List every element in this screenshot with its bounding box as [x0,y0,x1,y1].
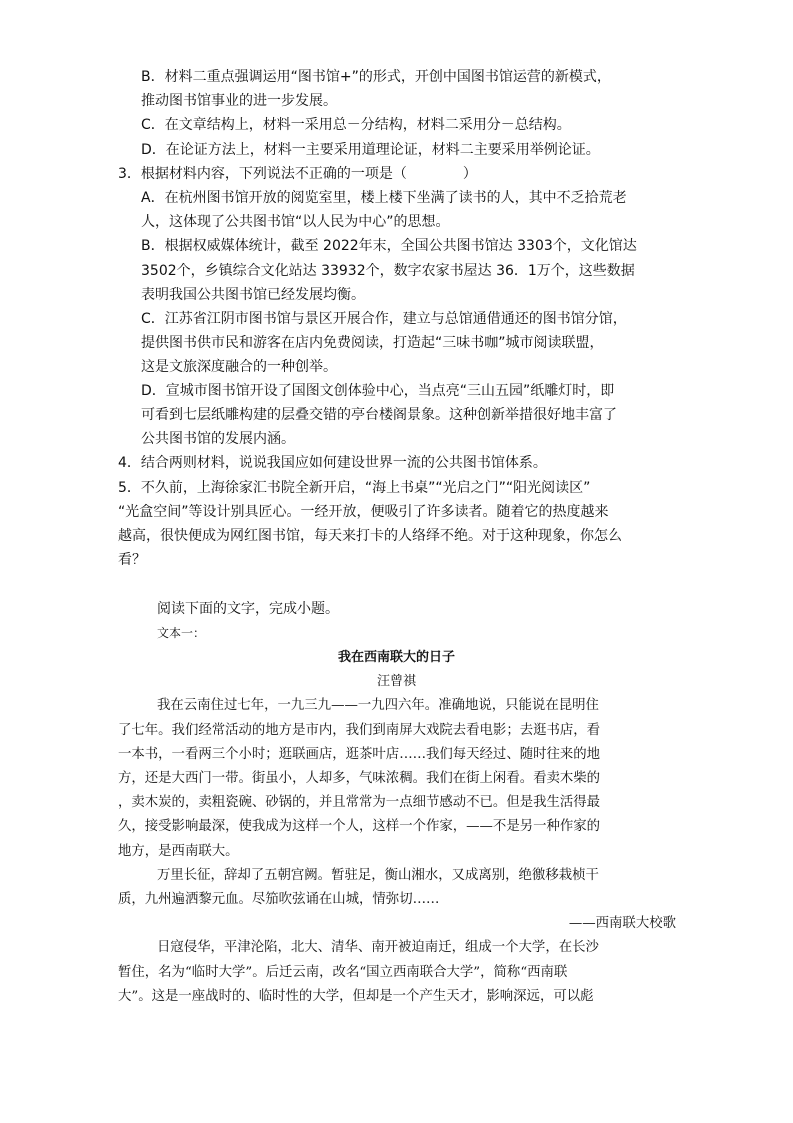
q3-option-b-line3: 表明我国公共图书馆已经发展均衡。 [141,287,365,303]
q4-text: 4．结合两则材料，说说我国应如何建设世界一流的公共图书馆体系。 [118,455,547,471]
p1-line4: 方，还是大西门一带。街虽小，人却多，气味浓稠。我们在街上闲看。看卖木柴的 [118,771,601,786]
p2-line1: 日寇侵华，平津沦陷，北大、清华、南开被迫南迁，组成一个大学，在长沙 [157,940,599,955]
q3-option-d-line3: 公共图书馆的发展内涵。 [141,431,295,447]
p2-line3: 大”。这是一座战时的、临时性的大学，但却是一个产生天才，影响深远，可以彪 [118,989,594,1004]
p1-line6: 久，接受影响最深，使我成为这样一个人，这样一个作家，——不是另一种作家的 [118,819,601,834]
q3-option-c-line3: 这是文旅深度融合的一种创举。 [141,359,337,375]
p1-line1: 我在云南住过七年，一九三九——一九四六年。准确地说，只能说在昆明住 [157,698,599,713]
p1-line7: 地方，是西南联大。 [118,844,239,859]
p1-line5: ，卖木炭的，卖粗瓷碗、砂锅的，并且常常为一点细节感动不已。但是我生活得最 [118,795,601,810]
p1-line3: 一本书，一看两三个小时；逛联画店，逛茶叶店……我们每天经过、随时往来的地 [118,747,601,762]
song-source: ——西南联大校歌 [568,916,676,931]
text-one-label: 文本一： [157,626,206,640]
q3-stem: 3．根据材料内容，下列说法不正确的一项是（ ） [118,166,477,182]
article-author: 汪曾祺 [376,674,416,689]
q5-line1: 5．不久前，上海徐家汇书院全新开启，“海上书桌”“光启之门”“阳光阅读区” [118,480,591,496]
q3-option-a-line1: A．在杭州图书馆开放的阅览室里，楼上楼下坐满了读书的人，其中不乏拾荒老 [141,190,627,206]
article-title: 我在西南联大的日子 [337,650,455,665]
p2-line2: 暂住，名为“临时大学”。后迁云南，改名“国立西南联合大学”，简称“西南联 [118,965,568,980]
q3-option-b-line1: B．根据权威媒体统计，截至 2022年末，全国公共图书馆达 3303个，文化馆达 [141,238,637,254]
q2-option-b-line2: 推动图书馆事业的进一步发展。 [141,93,337,109]
q3-option-c-line1: C．江苏省江阴市图书馆与景区开展合作，建立与总馆通借通还的图书馆分馆， [141,311,627,327]
q3-option-c-line2: 提供图书供市民和游客在店内免费阅读，打造起“三味书咖”城市阅读联盟， [141,335,604,351]
q5-line4: 看？ [118,552,146,568]
reading-instruction: 阅读下面的文字，完成小题。 [157,601,339,617]
q2-option-b-line1: B．材料二重点强调运用“图书馆+”的形式，开创中国图书馆运营的新模式， [141,69,611,85]
q5-line3: 越高，很快便成为网红图书馆，每天来打卡的人络绎不绝。对于这种现象，你怎么 [118,528,622,544]
q3-option-d-line1: D．宣城市图书馆开设了国图文创体验中心，当点亮“三山五园”纸雕灯时，即 [141,383,615,399]
q2-option-c: C．在文章结构上，材料一采用总－分结构，材料二采用分－总结构。 [141,117,571,133]
q3-option-a-line2: 人，这体现了公共图书馆“以人民为中心”的思想。 [141,214,450,230]
p1-line2: 了七年。我们经常活动的地方是市内，我们到南屏大戏院去看电影；去逛书店，看 [118,723,601,738]
song-line1: 万里长征，辞却了五朝宫阙。暂驻足，衡山湘水，又成离别，绝徼移栽桢干 [157,868,599,883]
q2-option-d: D．在论证方法上，材料一主要采用道理论证，材料二主要采用举例论证。 [141,142,600,158]
song-line2: 质，九州遍洒黎元血。尽笳吹弦诵在山城，情弥切…… [118,892,440,907]
q5-line2: “光盒空间”等设计别具匠心。一经开放，便吸引了许多读者。随着它的热度越来 [118,504,609,520]
q3-option-b-line2: 3502个，乡镇综合文化站达 33932个，数字农家书屋达 36．1万个，这些数据 [141,263,635,279]
q3-option-d-line2: 可看到七层纸雕构建的层叠交错的亭台楼阁景象。这种创新举措很好地丰富了 [141,407,617,423]
